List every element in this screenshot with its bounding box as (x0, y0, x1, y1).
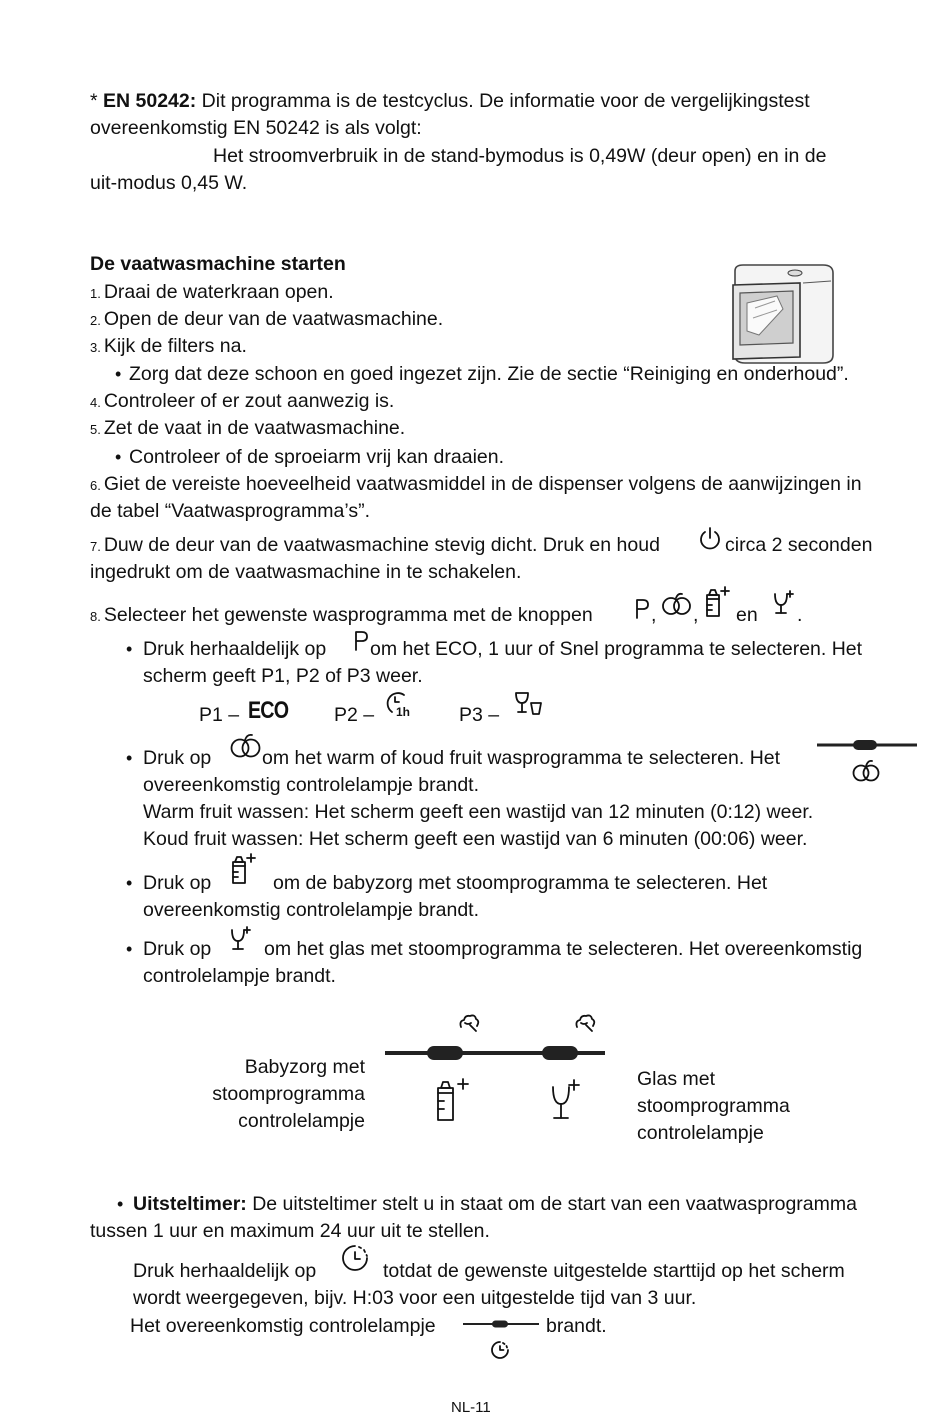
baby-steam-caption-1: Babyzorg met (244, 1056, 365, 1078)
fruit-icon (228, 732, 264, 762)
baby-bottle-plus-icon (228, 853, 258, 887)
timer-line-4: wordt weergegeven, bijv. H:03 voor een uitgestelde tijd van 3 uur. (133, 1287, 697, 1309)
p-bullet-text-3: scherm geeft P1, P2 of P3 weer. (143, 665, 423, 687)
step-3-note: Zorg dat deze schoon en goed ingezet zijn. Zie de sectie “Reiniging en onderhoud”. (129, 363, 849, 385)
bullet-dot: • (115, 447, 122, 467)
steam-icon (460, 1015, 478, 1031)
intro-line-4: uit-modus 0,45 W. (90, 172, 248, 194)
page-number: NL-11 (451, 1399, 491, 1416)
glass-steam-caption-3: controlelampje (637, 1122, 764, 1144)
p-bullet-text-2: om het ECO, 1 uur of Snel programma te selecteren. Het (370, 638, 863, 660)
one-hour-label: 1h (396, 705, 411, 719)
fruit-icon (660, 591, 694, 619)
baby-bullet-text-2: om de babyzorg met stoomprogramma te selecteren. Het (273, 872, 768, 894)
step-4: 4. Controleer of er zout aanwezig is. (90, 390, 395, 412)
timer-line-3b: totdat de gewenste uitgestelde starttijd op het scherm (383, 1260, 845, 1282)
power-icon (697, 526, 723, 552)
eco-label: ECO (248, 697, 289, 724)
section-title: De vaatwasmachine starten (90, 253, 346, 275)
step-5-note: Controleer of de sproeiarm vrij kan draaien. (129, 446, 505, 468)
step-3: 3. Kijk de filters na. (90, 335, 247, 357)
fruit-bullet-warm: Warm fruit wassen: Het scherm geeft een wastijd van 12 minuten (0:12) weer. (143, 801, 814, 823)
glass-bullet-text-3: controlelampje brandt. (143, 965, 336, 987)
glass-bullet-text: Druk op (143, 938, 212, 960)
p3-label: P3 – (459, 704, 500, 726)
glasses-icon (513, 690, 545, 720)
glass-steam-caption-2: stoomprogramma (637, 1095, 790, 1117)
p-program-icon (633, 598, 651, 620)
glass-plus-icon (553, 1080, 579, 1118)
timer-line-5a: Het overeenkomstig controlelampje (130, 1315, 436, 1337)
steam-indicator-diagram (385, 1010, 610, 1130)
step-5: 5. Zet de vaat in de vaatwasmachine. (90, 417, 406, 439)
baby-bullet-text: Druk op (143, 872, 212, 894)
p2-label: P2 – (334, 704, 375, 726)
fruit-bullet-text: Druk op (143, 747, 212, 769)
p-program-icon (352, 630, 370, 652)
bullet-dot: • (115, 364, 122, 384)
delay-timer-icon (340, 1244, 370, 1274)
step-2: 2. Open de deur van de vaatwasmachine. (90, 308, 444, 330)
baby-steam-caption-3: controlelampje (238, 1110, 365, 1132)
step-6-cont: de tabel “Vaatwasprogramma’s”. (90, 500, 370, 522)
fruit-bullet-text-3: overeenkomstig controlelampje brandt. (143, 774, 480, 796)
baby-bottle-plus-icon (702, 586, 732, 620)
bullet-dot: • (126, 873, 133, 893)
bullet-dot: • (117, 1194, 124, 1214)
glass-steam-caption-1: Glas met (637, 1068, 716, 1090)
p-bullet-text: Druk herhaaldelijk op (143, 638, 327, 660)
step-7-line-2: ingedrukt om de vaatwasmachine in te schakelen. (90, 561, 522, 583)
step-1: 1. Draai de waterkraan open. (90, 281, 334, 303)
glass-plus-icon (229, 926, 251, 954)
dishwasher-illustration (725, 263, 840, 373)
baby-bottle-plus-icon (438, 1079, 468, 1120)
bullet-dot: • (126, 639, 133, 659)
intro-line-1: * EN 50242: Dit programma is de testcyclus. De informatie voor de vergelijkingstest (90, 90, 810, 112)
bullet-dot: • (126, 939, 133, 959)
comma: , (651, 604, 657, 626)
glass-bullet-text-2: om het glas met stoomprogramma te selecteren. Het overeenkomstig (264, 938, 863, 960)
comma: , (693, 604, 699, 626)
fruit-indicator-lamp (817, 737, 917, 787)
steam-icon (576, 1015, 594, 1031)
step-6: 6. Giet de vereiste hoeveelheid vaatwasmiddel in de dispenser volgens de aanwijzingen in (90, 473, 862, 495)
intro-line-3: Het stroomverbruik in de stand-bymodus is 0,49W (deur open) en in de (213, 145, 827, 167)
intro-line-2: overeenkomstig EN 50242 is als volgt: (90, 117, 422, 139)
baby-bullet-text-3: overeenkomstig controlelampje brandt. (143, 899, 480, 921)
step-8: 8. Selecteer het gewenste wasprogramma met de knoppen (90, 604, 593, 626)
timer-line-3a: Druk herhaaldelijk op (133, 1260, 317, 1282)
step-7-cont: circa 2 seconden (725, 534, 873, 556)
baby-steam-caption-2: stoomprogramma (212, 1083, 365, 1105)
bullet-dot: • (126, 748, 133, 768)
timer-line-1: Uitsteltimer: De uitsteltimer stelt u in staat om de start van een vaatwasprogramma (133, 1193, 857, 1215)
timer-line-2: tussen 1 uur en maximum 24 uur uit te stellen. (90, 1220, 490, 1242)
delay-timer-indicator-lamp (463, 1318, 543, 1364)
and-word: en (736, 604, 758, 626)
glass-plus-icon (772, 590, 794, 618)
fruit-bullet-text-2: om het warm of koud fruit wasprogramma te selecteren. Het (262, 747, 781, 769)
fruit-bullet-cold: Koud fruit wassen: Het scherm geeft een wastijd van 6 minuten (00:06) weer. (143, 828, 808, 850)
p1-label: P1 – (199, 704, 240, 726)
period: . (797, 604, 803, 626)
step-7: 7. Duw de deur van de vaatwasmachine stevig dicht. Druk en houd (90, 534, 660, 556)
timer-line-5b: brandt. (546, 1315, 607, 1337)
